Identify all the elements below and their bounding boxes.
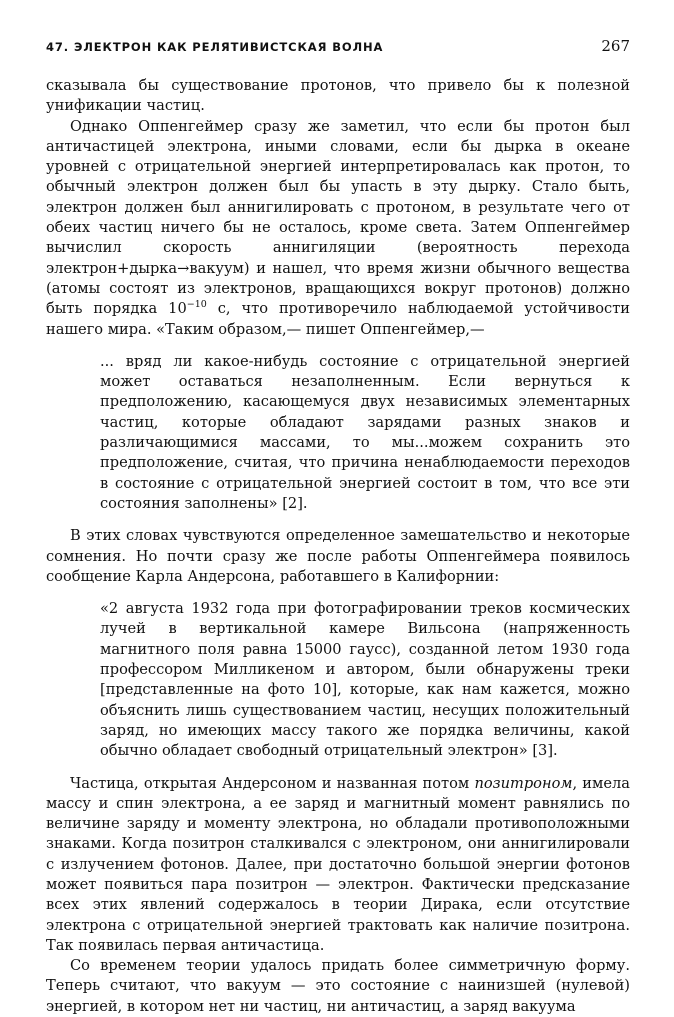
- paragraph-positron-before-term: Частица, открытая Андерсоном и названная потом: [70, 774, 475, 792]
- paragraph-anderson: В этих словах чувствуются определенное замешательство и некоторые сомнения. Но почти сразу же после работы Оппенгеймера появилось сообщение Карла Андерсона, работавшего в Калифорнии:: [46, 527, 630, 585]
- paragraph-positron: [46, 774, 630, 957]
- body-text: [46, 76, 630, 1017]
- page-number: 267: [601, 37, 630, 55]
- exponent-minus-ten: −10: [186, 299, 207, 311]
- paragraph-oppenheimer-before-exponent: Однако Оппенгеймер сразу же заметил, что если бы протон был античастицей электрона, иными словами, если бы дырка в океане уровней с отрицательной энергией интерпретировалась как протон, то обычный электрон должен был бы упасть в эту дырку. Стало быть, электрон должен был аннигилировать с протоном, в результате чего от обеих частиц ничего бы не осталось, кроме света. Затем Оппенгеймер вычислил скорость аннигиляции (вероятность перехода электрон+дырка→вакуум) и нашел, что время жизни обычного вещества (атомы состоят из электронов, вращающихся вокруг протонов) должно быть порядка 10: [46, 117, 630, 318]
- running-head: [46, 39, 630, 59]
- paragraph-vacuum: Со временем теории удалось придать более симметричную форму. Теперь считают, что вакуум — это состояние с наинизшей (нулевой) энергией, в котором нет ни частиц, ни античастиц, а заряд вакуума: [46, 957, 630, 1015]
- anderson-quote: «2 августа 1932 года при фотографировании треков космических лучей в вертикальной камере Вильсона (напряженность магнитного поля равна 15000 гаусс), созданной летом 1930 года профессором Милликеном и автором, были обнаружены треки [представленные на фото 10], которые, как нам кажется, можно объяснить лишь существованием частиц, несущих положительный заряд, но имеющих массу такого же порядка величины, какой обычно обладает свободный отрицательный электрон» [3].: [100, 600, 630, 760]
- paragraph-continuation: сказывала бы существование протонов, что привело бы к полезной унификации частиц.: [46, 77, 630, 115]
- paragraph-oppenheimer-after-exponent: с, что противоречило наблюдаемой устойчивости нашего мира. «Таким образом,— пишет Оппенгеймер,—: [46, 300, 630, 338]
- paragraph-positron-after-term: , имела массу и спин электрона, а ее заряд и магнитный момент равнялись по величине заряду и моменту электрона, но обладали противоположными знаками. Когда позитрон сталкивался с электроном, они аннигилировали с излучением фотонов. Далее, при достаточно большой энергии фотонов может появиться пара позитрон — электрон. Фактически предсказание всех этих явлений содержалось в теории Дирака, если отсутствие электрона с отрицательной энергией трактовать как наличие позитрона. Так появилась первая античастица.: [46, 774, 630, 954]
- section-title: 47. ЭЛЕКТРОН КАК РЕЛЯТИВИСТСКАЯ ВОЛНА: [46, 40, 384, 54]
- oppenheimer-quote: ... вряд ли какое-нибудь состояние с отрицательной энергией может оставаться незаполненным. Если вернуться к предположению, касающемуся двух независимых элементарных частиц, которые обладают зарядами разных знаков и различающимися массами, то мы...можем сохранить это предположение, считая, что причина ненаблюдаемости переходов в состояние с отрицательной энергией состоит в том, что все эти состояния заполнены» [2].: [100, 352, 630, 512]
- positron-term: позитроном: [474, 774, 573, 792]
- paragraph-oppenheimer: [46, 117, 630, 340]
